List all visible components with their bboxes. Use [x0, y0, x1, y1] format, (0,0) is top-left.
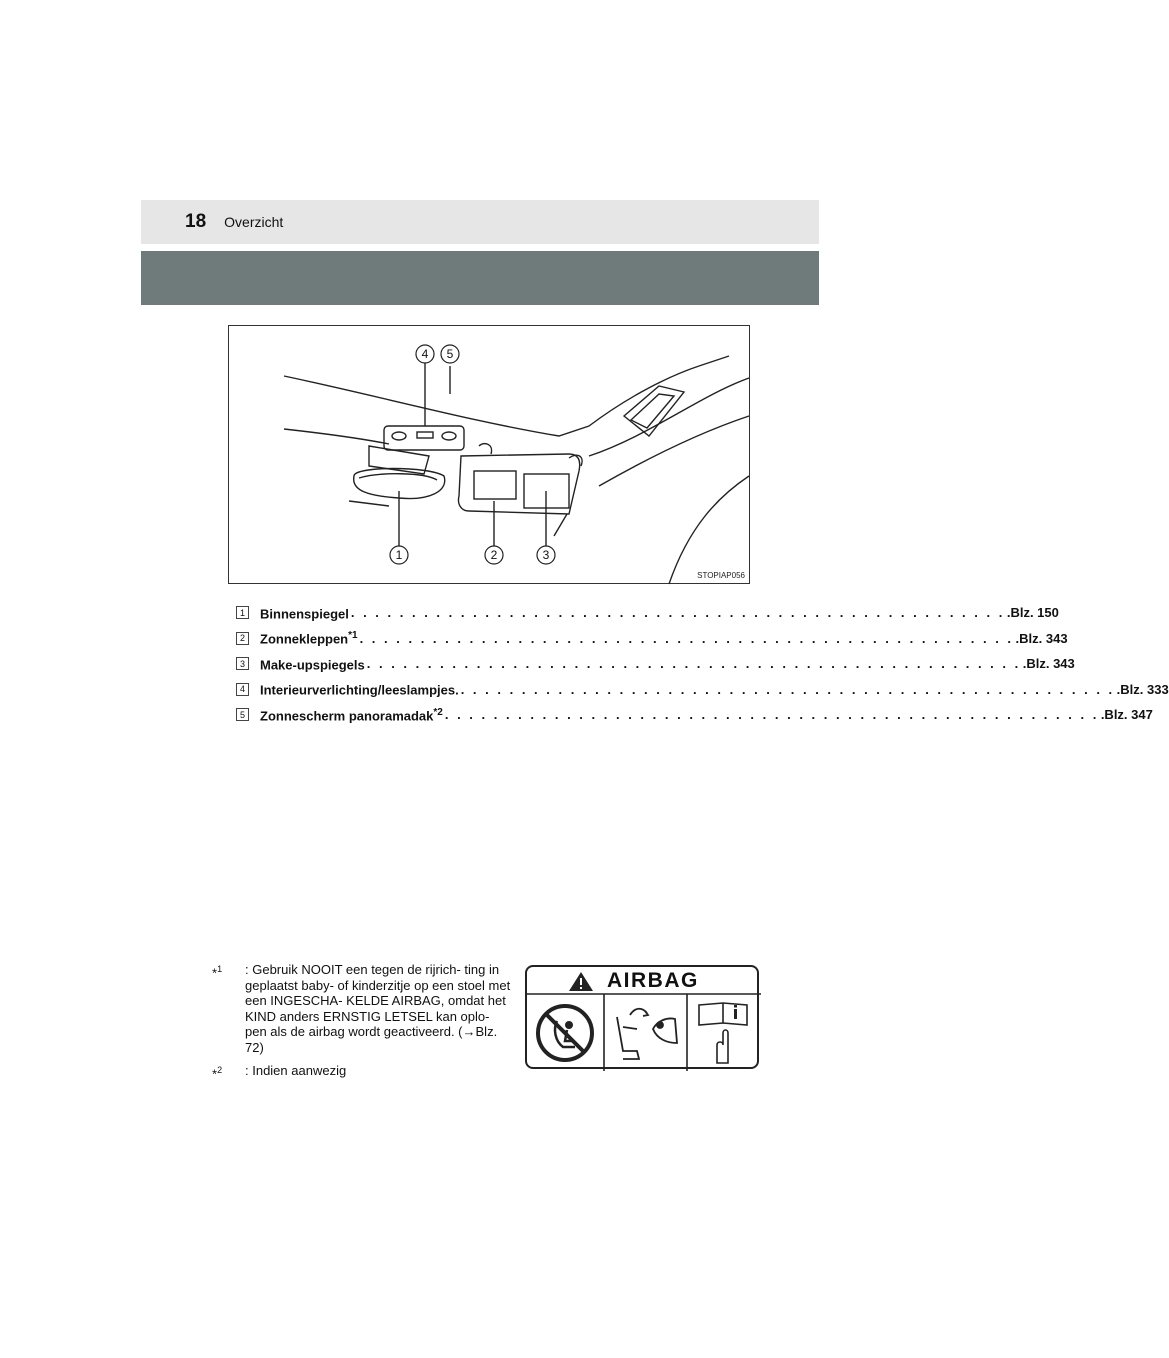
airbag-label-title: AIRBAG — [607, 969, 699, 992]
page-reference[interactable]: .Blz. 343 — [1015, 630, 1068, 646]
item-label: Binnenspiegel — [260, 605, 349, 621]
callout-3: 3 — [542, 548, 550, 562]
item-label: Interieurverlichting/leeslampjes. — [260, 682, 459, 698]
callout-1: 1 — [395, 548, 403, 562]
leader-dots: . . . . . . . . . . . . . . . . . . . . . . . . . . . . . . . . . . . . . . . . . . . . . . . . . . . . . . — [444, 707, 1099, 723]
leader-dots: . . . . . . . . . . . . . . . . . . . . . . . . . . . . . . . . . . . . . . . . . . . . . . . . . . . . . . — [359, 630, 1014, 646]
interior-figure — [228, 325, 750, 584]
item-label: Zonnekleppen$^{*1}$ — [260, 630, 358, 647]
seat-airbag-icon — [617, 1009, 677, 1059]
airbag-warning-label — [525, 965, 759, 1069]
footnote — [212, 962, 512, 1056]
page-reference[interactable]: .Blz. 333 — [1116, 681, 1169, 697]
item-number: 2 — [236, 632, 249, 645]
list-item — [236, 626, 1068, 652]
page-reference[interactable]: .Blz. 150 — [1006, 605, 1059, 621]
item-label: Zonnescherm panoramadak$^{*2}$ — [260, 706, 443, 723]
callout-4: 4 — [421, 347, 429, 361]
leader-dots: . . . . . . . . . . . . . . . . . . . . . . . . . . . . . . . . . . . . . . . . . . . . . . . . . . . . . . — [350, 605, 1005, 621]
footnote-text: : Gebruik NOOIT een tegen de rijrich- ting in geplaatst baby- of kinderzitje op een stoel met een INGESCHA- KELDE AIRBAG, omdat het KIND anders ERNSTIG LETSEL kan oplo- pen als de airbag wordt geactiveerd. (→Blz. 72) — [245, 962, 511, 1055]
item-label: Make-upspiegels — [260, 656, 365, 672]
footnote-mark: *$^1$ — [212, 964, 223, 981]
list-item — [236, 677, 1169, 703]
manual-icon — [699, 1003, 747, 1063]
page-number: 18 — [185, 211, 207, 232]
item-number: 4 — [236, 683, 249, 696]
list-item — [236, 702, 1153, 728]
leader-dots: . . . . . . . . . . . . . . . . . . . . . . . . . . . . . . . . . . . . . . . . . . . . . . . . . . . . . . — [366, 656, 1021, 672]
list-item — [236, 651, 1075, 677]
warning-icon — [569, 972, 593, 991]
section-banner — [141, 251, 819, 305]
footnote-mark: *$^2$ — [212, 1064, 223, 1081]
footnote — [212, 1063, 512, 1082]
page-reference[interactable]: .Blz. 343 — [1022, 656, 1075, 672]
item-number: 3 — [236, 657, 249, 670]
footnote-text: : Indien aanwezig — [245, 1062, 347, 1078]
section-title: Overzicht — [224, 214, 284, 230]
callout-2: 2 — [490, 548, 498, 562]
component-list — [236, 600, 1169, 728]
figure-code: STOPIAP056 — [697, 571, 745, 580]
item-number: 1 — [236, 606, 249, 619]
interior-illustration — [229, 326, 751, 585]
page-reference[interactable]: .Blz. 347 — [1100, 707, 1153, 723]
leader-dots: . . . . . . . . . . . . . . . . . . . . . . . . . . . . . . . . . . . . . . . . . . . . . . . . . . . . . . — [460, 681, 1115, 697]
no-child-seat-icon — [538, 1006, 592, 1060]
footnotes — [212, 962, 512, 1088]
item-number: 5 — [236, 708, 249, 721]
header-bar — [141, 200, 819, 244]
list-item — [236, 600, 1059, 626]
callout-5: 5 — [446, 347, 454, 361]
